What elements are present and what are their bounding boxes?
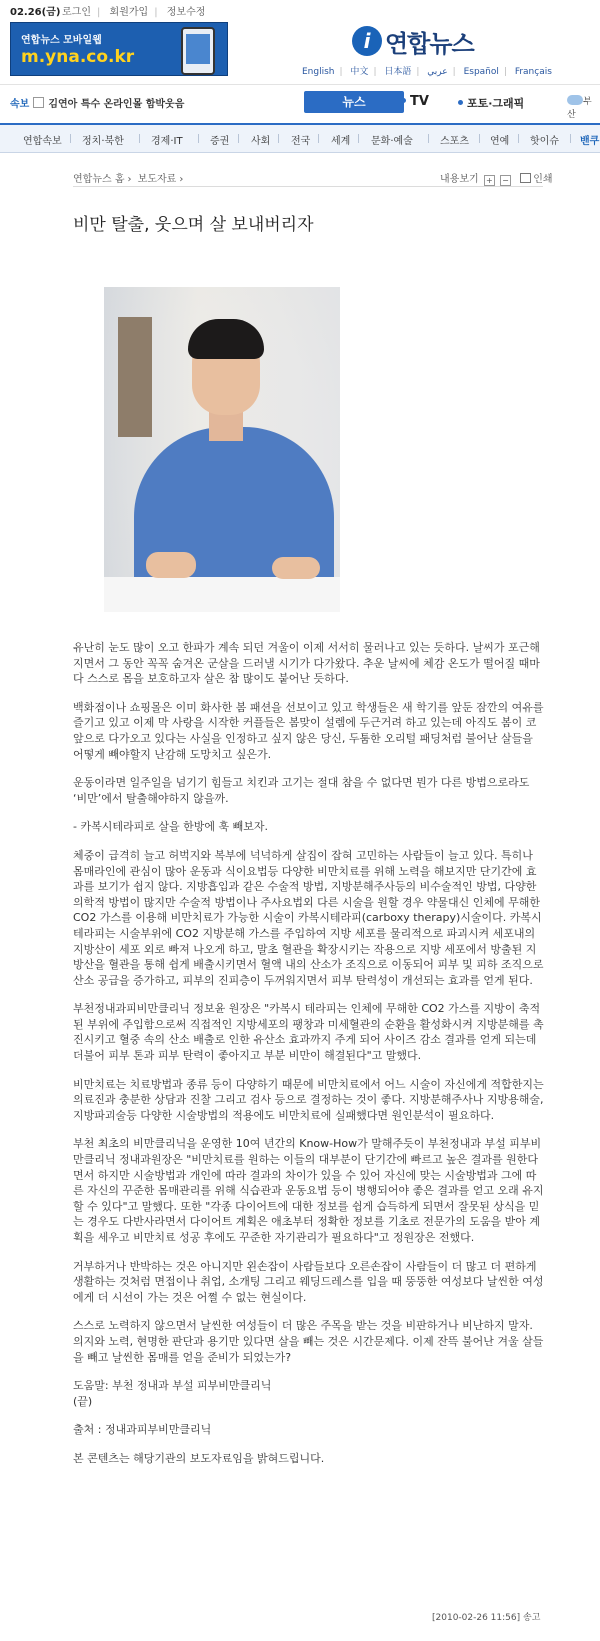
article-paragraph: 부천정내과피비만클리닉 정보윤 원장은 "카복시 테라피는 인체에 무해한 CO2 가스를 지방이 축적된 부위에 주입함으로써 직접적인 지방세포의 팽창과 미세혈관의 순환을 활성화시켜 지방분해를 촉진시키고 혈중 속의 산소 배출로 인한 유산소 효과까지 주게 되어 사이즈 감소 결과를 얻게 되는데 더불어 피부 톤과 피부 탄력이 좋아지고 부분 비만이 해결된다"고 말했다.: [73, 1002, 544, 1063]
nav-item-sports[interactable]: 스포츠: [440, 136, 469, 147]
nav-item-vancouver[interactable]: 밴쿠: [580, 136, 600, 147]
lang-arabic[interactable]: عربي: [427, 67, 448, 77]
article-source: 출처 : 정내과피부비만클리닉: [73, 1423, 212, 1437]
article-paragraph: 부천 최초의 비만클리닉을 운영한 10여 년간의 Know-How가 말해주듯이 부천정내과 부설 피부비만클리닉 정내과원장은 "비만치료를 원하는 이들의 대부분이 단기간에 빠르고 높은 결과를 원한다면서 하지만 시술방법과 개인에 따라 결과의 차이가 있을 수 있어 자신에 맞는 시술방법과 그에 따른 자신의 꾸준한 몸매관리를 위해 식습관과 운동요법 등이 병행되어야 좋은 결과를 얻고 오래 유지할 수 있다"고 말했다. 또한 "각종 다이어트에 대한 정보를 쉽게 습득하게 되면서 잘못된 상식을 믿는 경우도 다반사라면서 다이어트 계획은 애초부터 정확한 정보를 기초로 전문가의 도움을 받아 계획을 세우고 비만치료 성공 후에도 꾸준한 자기관리가 필요하다"고 정원장은 전했다.: [73, 1137, 544, 1244]
article-paragraph: 거부하거나 반박하는 것은 아니지만 왼손잡이 사람들보다 오른손잡이 사람들이 더 많고 더 편하게 생활하는 것처럼 면접이나 취업, 소개팅 그리고 웨딩드레스를 입을 때 뚱뚱한 여성보다 날씬한 여성에게 더 시선이 가는 것은 어쩔 수 없는 현실이다.: [73, 1259, 544, 1304]
tab-tv[interactable]: TV: [401, 94, 429, 109]
breadcrumb-section[interactable]: 보도자료: [137, 174, 177, 185]
language-links: English | 中文 | 日本語 | عربي | Español | Français: [302, 67, 552, 77]
nav-item-entertainment[interactable]: 연예: [490, 136, 510, 147]
article-title: 비만 탈출, 웃으며 살 보내버리자: [73, 215, 314, 236]
breaking-news: [10, 95, 184, 110]
article-photo: [104, 287, 340, 612]
breadcrumb: [73, 170, 186, 185]
nav-item-breaking[interactable]: 연합속보: [23, 136, 62, 147]
mobile-web-banner[interactable]: [10, 22, 228, 76]
top-strip: [0, 0, 600, 20]
lang-french[interactable]: Français: [514, 67, 552, 77]
article-tools: [440, 170, 553, 186]
site-logo[interactable]: [352, 24, 474, 58]
login-link[interactable]: 로그인: [62, 7, 91, 18]
nav-item-regional[interactable]: 전국: [291, 136, 311, 147]
chevron-right-icon: ›: [179, 174, 184, 185]
nav-item-culture[interactable]: 문화·예술: [371, 136, 413, 147]
nav-item-stocks[interactable]: 증권: [210, 136, 230, 147]
bullet-icon: [401, 98, 406, 103]
article-credit: 도움말: 부천 정내과 부설 피부비만클리닉 (끝): [73, 1379, 272, 1408]
top-links: 로그인 | 회원가입 | 정보수정: [62, 7, 206, 18]
signup-link[interactable]: 회원가입: [109, 7, 149, 18]
ticker-icon: [33, 97, 44, 108]
article-disclaimer: 본 콘텐츠는 해당기관의 보도자료임을 밝혀드립니다.: [73, 1451, 325, 1465]
breadcrumb-home[interactable]: 연합뉴스 홈: [73, 174, 125, 185]
font-decrease-button[interactable]: −: [500, 175, 511, 186]
tab-photo-graphic[interactable]: 포토·그래픽: [458, 95, 524, 111]
print-icon: [520, 173, 531, 183]
article-paragraph: 체중이 급격히 늘고 허벅지와 복부에 넉넉하게 살집이 잡혀 고민하는 사람들이 늘고 있다. 특히나 몸매라인에 관심이 많아 운동과 식이요법등 다양한 비만치료를 위해 노력을 해보지만 단기간에 효과를 보기가 쉽지 않다. 지방흡입과 같은 수술적 방법, 지방분해주사등의 비수술적인 방법, 다양한 의학적 방법이 많지만 수술적 방법이나 주사요법외 다른 시술을 원할 경우 약물대신 인체에 무해한 CO2 가스를 이용해 비만치료가 가능한 시술이 카복시테라피(carboxy therapy)시술이다. 카복시테라피는 시술부위에 CO2 지방분해 가스를 주입하여 지방 세포를 물리적으로 파괴시켜 세포내의 지방산이 세포 외로 빠져 나오게 하고, 말초 혈관을 확장시키는 작용으로 지방 세포에서 방출된 지방산을 혈관을 통해 쉽게 배출시키면서 혈액 내의 산소가 조직으로 이동되어 피부 및 피하 조직으로 산소 공급을 증가하고, 피부의 진피층이 두꺼워지면서 피부 탄력성이 개선되는 효과를 얻게 된다.: [73, 848, 544, 987]
bullet-icon: [458, 100, 463, 105]
title-divider: [73, 186, 543, 187]
lang-english[interactable]: English: [302, 67, 335, 77]
article-body: [73, 640, 545, 1480]
lang-spanish[interactable]: Español: [463, 67, 499, 77]
article-paragraph: - 카복시테라피로 살을 한방에 훅 빼보자.: [73, 820, 268, 834]
article-paragraph: 비만치료는 치료방법과 종류 등이 다양하기 때문에 비만치료에서 어느 시술이 자신에게 적합한지는 의료진과 충분한 상담과 진찰 그리고 검사 등으로 결정하는 것이 좋다. 지방분해주사나 지방용해술, 지방파괴술등 다양한 시술방법의 적용에도 비만치료에 실패했다면 원인분석이 필요하다.: [73, 1077, 544, 1122]
chevron-right-icon: ›: [127, 174, 132, 185]
banner-line1: 연합뉴스 모바일웹: [21, 35, 102, 46]
nav-item-politics[interactable]: 정치·북한: [82, 136, 124, 147]
lang-japanese[interactable]: 日本語: [384, 67, 412, 77]
logo-mark-icon: i: [352, 26, 382, 56]
article-paragraph: 백화점이나 쇼핑몰은 이미 화사한 봄 패션을 선보이고 있고 학생들은 새 학기를 앞둔 잠깐의 여유를 즐기고 있고 이제 막 사랑을 시작한 커플들은 봄맞이 설렘에 두근거려 하고 있는데 아직도 봄이 코앞으로 다가오고 있다는 사실을 인정하고 싶지 않은 당신, 두툼한 오리털 패딩처럼 불어난 살들을 어떻게 빼야할지 난감해 도망치고 싶은가.: [73, 700, 544, 761]
tab-news[interactable]: 뉴스: [304, 91, 404, 113]
view-label: 내용보기: [440, 174, 479, 185]
font-increase-button[interactable]: +: [484, 175, 495, 186]
breaking-headline[interactable]: 김연아 특수 온라인몰 함박웃음: [48, 99, 185, 110]
print-button[interactable]: 인쇄: [533, 174, 553, 185]
nav-item-society[interactable]: 사회: [251, 136, 271, 147]
phone-icon: [181, 27, 215, 75]
weather-widget[interactable]: 부산: [567, 97, 592, 120]
nav-item-world[interactable]: 세계: [331, 136, 351, 147]
banner-line2: m.yna.co.kr: [21, 47, 135, 67]
article-timestamp: [2010-02-26 11:56]: [432, 1613, 521, 1623]
section-nav: [0, 123, 600, 153]
article-paragraph: 스스로 노력하지 않으면서 날씬한 여성들이 더 많은 주목을 받는 것을 비판하거나 비난하지 말자. 의지와 노력, 현명한 판단과 용기만 있다면 살을 빼는 것은 시간문제다. 이제 잔뜩 불어난 겨울 살들을 빼고 날씬한 몸매를 얻을 준비가 되었는가?: [73, 1319, 544, 1364]
nav-item-hot-issue[interactable]: 핫이슈: [530, 136, 559, 147]
send-label: 송고: [523, 1613, 541, 1623]
article-meta: [432, 1610, 540, 1623]
nav-item-economy[interactable]: 경제·IT: [151, 136, 183, 147]
breaking-tag: 속보: [10, 99, 30, 110]
date-label: 02.26(금): [10, 7, 61, 18]
article-paragraph: 운동이라면 일주일을 넘기기 힘들고 치킨과 고기는 절대 참을 수 없다면 뭔가 다른 방법으로라도 ‘비만’에서 탈출해야하지 않을까.: [73, 776, 530, 805]
logo-text: 연합뉴스: [385, 29, 474, 58]
lang-chinese[interactable]: 中文: [350, 67, 369, 77]
header-divider: [0, 84, 600, 85]
cloud-icon: [567, 95, 583, 105]
article-paragraph: 유난히 눈도 많이 오고 한파가 계속 되던 겨울이 이제 서서히 물러나고 있는 듯하다. 날씨가 포근해지면서 그 동안 꼭꼭 숨겨온 군살을 드러낼 시기가 다가왔다. 추운 날씨에 체감 온도가 떨어질 때마다 스스로 몸을 보호하고자 살은 참 많이도 붙어난 듯하다.: [73, 641, 540, 686]
edit-info-link[interactable]: 정보수정: [166, 7, 206, 18]
